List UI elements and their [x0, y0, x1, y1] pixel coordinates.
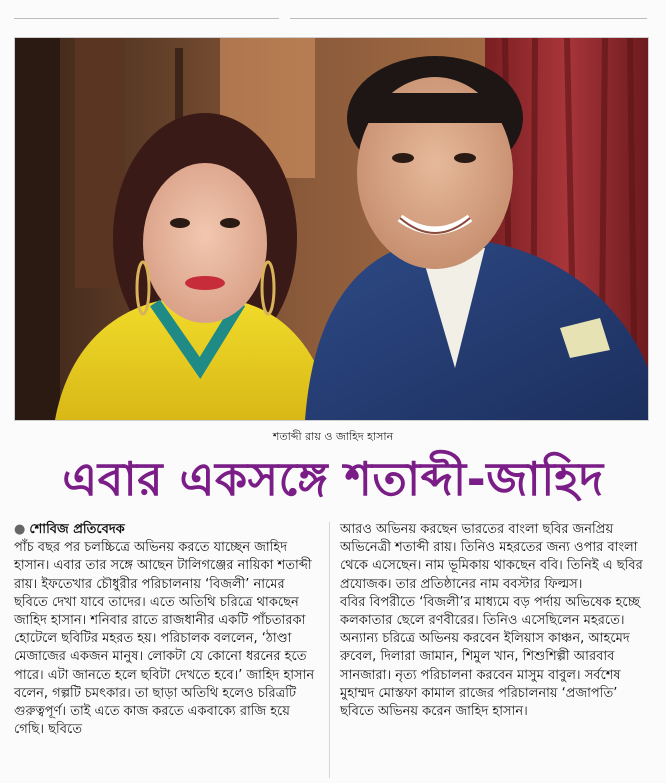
photo-caption: শতাব্দী রায় ও জাহিদ হাসান — [272, 430, 394, 443]
headline: এবার একসঙ্গে শতাব্দী-জাহিদ — [62, 452, 604, 506]
byline-text: শোবিজ প্রতিবেদক — [29, 522, 125, 537]
top-rule-left — [14, 18, 279, 19]
article-photo — [14, 37, 649, 421]
article-column-right — [340, 521, 652, 721]
article-paragraph: ববির বিপরীতে ‘বিজলী’র মাধ্যমে বড় পর্দায় অভিষেক হচ্ছে কলকাতার ছেলে রণবীরের। তিনিও এসেছিলেন মহরতে। অন্যান্য চরিত্রে অভিনয় করবেন ইলিয়াস কাঞ্চন, আহমেদ রুবেল, দিলারা জামান, শিমুল খান, শিশুশিল্পী আরবাব সানজারা। নৃত্য পরিচালনা করবেন মাসুম বাবুল। সর্বশেষ মুহাম্মদ মোস্তফা কামাল রাজের পরিচালনায় ‘প্রজাপতি’ ছবিতে অভিনয় করেন জাহিদ হাসান। — [340, 594, 640, 720]
top-rule-right — [290, 18, 647, 19]
article-paragraph: আরও অভিনয় করছেন ভারতের বাংলা ছবির জনপ্রিয় অভিনেত্রী শতাব্দী রায়। তিনিও মহরতের জন্য ওপার বাংলা থেকে এসেছেন। নাম ভূমিকায় থাকছেন ববি। তিনিই এ ছবির প্রযোজক। তার প্রতিষ্ঠানের নাম ববস্টার ফিল্মস। — [340, 522, 643, 592]
article-paragraph: পাঁচ বছর পর চলচ্চিত্রে অভিনয় করতে যাচ্ছেন জাহিদ হাসান। এবার তার সঙ্গে আছেন টালিগঞ্জের নায়িকা শতাব্দী রায়। ইফতেখার চৌধুরীর পরিচালনায় ‘বিজলী’ নামের ছবিতে দেখা যাবে তাদের। এতে অতিথি চরিত্রে থাকছেন জাহিদ হাসান। শনিবার রাতে রাজধানীর একটি পাঁচতারকা হোটেলে ছবিটির মহরত হয়। পরিচালক বললেন, ‘ঠাণ্ডা মেজাজের একজন মানুষ। লোকটা যে কোনো ধরনের হতে পারে। এটা জানতে হলে ছবিটা দেখতে হবে।’ জাহিদ হাসান বলেন, গল্পটি চমৎকার। তা ছাড়া অতিথি হলেও চরিত্রটি গুরুত্বপূর্ণ। তাই এতে কাজ করতে একবাক্যে রাজি হয়ে গেছি। ছবিতে — [14, 540, 315, 738]
article-column-left — [14, 521, 320, 739]
column-divider — [329, 522, 330, 778]
byline — [14, 521, 320, 539]
bullet-icon: ● — [14, 522, 26, 537]
